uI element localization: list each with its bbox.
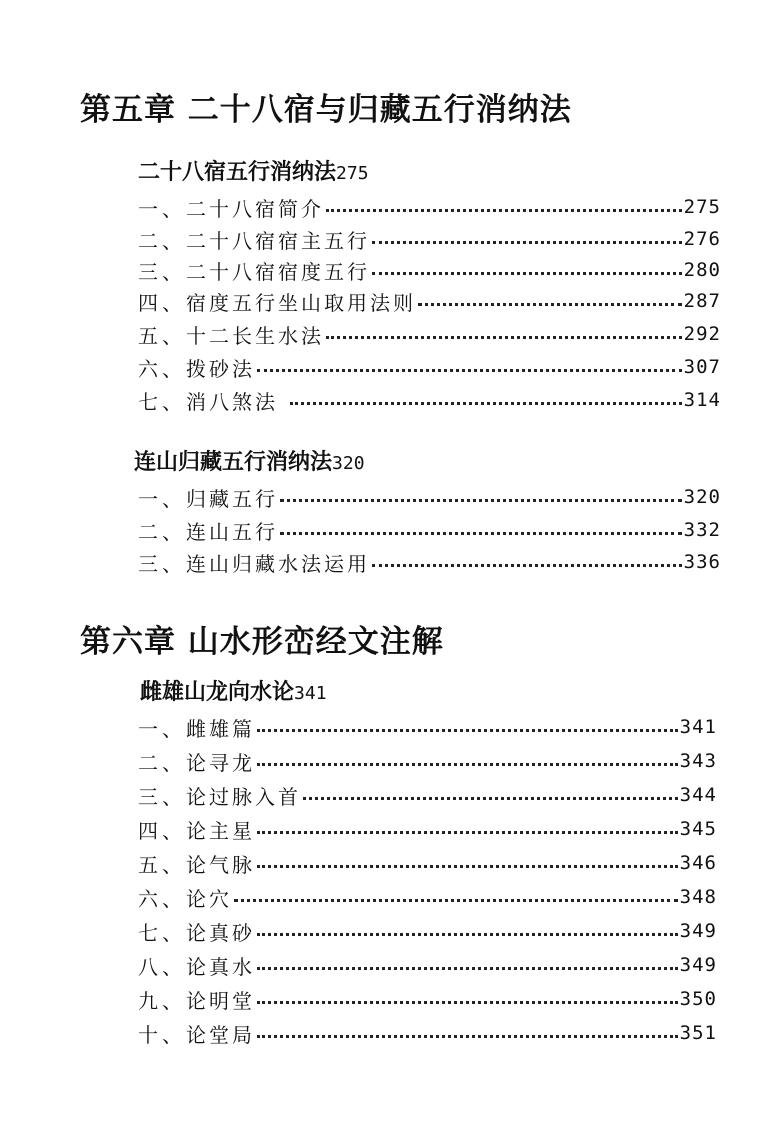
toc-entry	[138, 482, 721, 512]
dot-leader	[257, 1001, 678, 1004]
toc-entry	[138, 916, 717, 946]
toc-entry	[138, 814, 717, 844]
entry-page-number: 276	[683, 228, 721, 250]
entry-page-number: 280	[683, 259, 721, 281]
entry-title: 连山五行	[186, 519, 278, 544]
entry-number: 七、	[138, 920, 186, 945]
dot-leader	[257, 967, 678, 970]
entry-number: 二、	[138, 519, 186, 544]
entry-page-number: 348	[679, 886, 717, 908]
dot-leader	[257, 1035, 678, 1038]
toc-entry	[138, 352, 721, 382]
entry-page-number: 349	[679, 920, 717, 942]
toc-entry	[138, 255, 721, 285]
entry-number: 一、	[138, 196, 186, 221]
toc-entry	[138, 746, 717, 776]
entry-page-number: 314	[683, 389, 721, 411]
toc-entry	[138, 1018, 717, 1048]
entry-page-number: 345	[679, 818, 717, 840]
entry-title: 论真水	[186, 954, 255, 979]
dot-leader	[372, 272, 682, 275]
section-title: 雌雄山龙向水论	[140, 680, 295, 705]
entry-title: 论气脉	[186, 852, 255, 877]
entry-number: 三、	[138, 551, 186, 576]
entry-page-number: 275	[683, 196, 721, 218]
toc-entry	[138, 950, 717, 980]
toc-entry	[138, 224, 721, 254]
section-heading	[134, 448, 365, 479]
toc-entry	[138, 515, 721, 545]
entry-number: 七、	[138, 389, 186, 414]
entry-page-number: 343	[679, 750, 717, 772]
entry-title: 二十八宿宿主五行	[186, 228, 370, 253]
entry-number: 十、	[138, 1022, 186, 1047]
entry-number: 五、	[138, 852, 186, 877]
entry-title: 论主星	[186, 818, 255, 843]
dot-leader	[234, 899, 678, 902]
toc-entry	[138, 882, 717, 912]
entry-page-number: 346	[679, 852, 717, 874]
entry-page-number: 350	[679, 988, 717, 1010]
entry-number: 四、	[138, 290, 186, 315]
entry-number: 六、	[138, 356, 186, 381]
entry-page-number: 287	[683, 290, 721, 312]
dot-leader	[418, 303, 682, 306]
entry-title: 论明堂	[186, 988, 255, 1013]
dot-leader	[372, 564, 682, 567]
entry-title: 雌雄篇	[186, 716, 255, 741]
dot-leader	[290, 402, 682, 405]
entry-page-number: 341	[679, 716, 717, 738]
section-heading	[140, 678, 327, 709]
entry-number: 一、	[138, 486, 186, 511]
entry-page-number: 332	[683, 519, 721, 541]
entry-number: 二、	[138, 750, 186, 775]
entry-page-number: 344	[679, 784, 717, 806]
section-heading	[138, 158, 369, 189]
toc-entry	[138, 780, 717, 810]
toc-entry	[138, 286, 721, 316]
toc-entry	[138, 848, 717, 878]
entry-title: 二十八宿宿度五行	[186, 259, 370, 284]
entry-number: 四、	[138, 818, 186, 843]
dot-leader	[257, 933, 678, 936]
toc-entry	[138, 984, 717, 1014]
entry-title: 连山归藏水法运用	[186, 551, 370, 576]
dot-leader	[257, 831, 678, 834]
entry-number: 三、	[138, 784, 186, 809]
entry-number: 三、	[138, 259, 186, 284]
dot-leader	[257, 369, 682, 372]
entry-title: 论真砂	[186, 920, 255, 945]
entry-title: 十二长生水法	[186, 323, 324, 348]
entry-title: 宿度五行坐山取用法则	[186, 290, 416, 315]
dot-leader	[257, 763, 678, 766]
toc-entry	[138, 547, 721, 577]
entry-page-number: 349	[679, 954, 717, 976]
section-title: 二十八宿五行消纳法	[138, 160, 337, 185]
entry-page-number: 336	[683, 551, 721, 573]
dot-leader	[372, 241, 682, 244]
entry-page-number: 320	[683, 486, 721, 508]
toc-entry	[138, 712, 717, 742]
entry-number: 一、	[138, 716, 186, 741]
entry-number: 二、	[138, 228, 186, 253]
entry-title: 论寻龙	[186, 750, 255, 775]
entry-title: 论穴	[186, 886, 232, 911]
entry-title: 拨砂法	[186, 356, 255, 381]
dot-leader	[326, 209, 682, 212]
entry-title: 消八煞法	[186, 389, 278, 414]
dot-leader	[326, 336, 682, 339]
entry-number: 六、	[138, 886, 186, 911]
entry-number: 五、	[138, 323, 186, 348]
toc-entry	[138, 319, 721, 349]
entry-title: 论过脉入首	[186, 784, 301, 809]
entry-title: 论堂局	[186, 1022, 255, 1047]
dot-leader	[257, 729, 678, 732]
chapter-title: 第五章 二十八宿与归藏五行消纳法	[80, 92, 572, 128]
chapter-title: 第六章 山水形峦经文注解	[80, 624, 444, 660]
entry-number: 九、	[138, 988, 186, 1013]
dot-leader	[280, 499, 682, 502]
entry-page-number: 307	[683, 356, 721, 378]
section-page-number: 341	[294, 683, 327, 704]
entry-title: 归藏五行	[186, 486, 278, 511]
section-page-number: 320	[332, 453, 365, 474]
dot-leader	[303, 797, 678, 800]
toc-entry	[138, 192, 721, 222]
entry-number: 八、	[138, 954, 186, 979]
section-page-number: 275	[336, 163, 369, 184]
toc-entry	[138, 385, 721, 415]
dot-leader	[280, 532, 682, 535]
entry-page-number: 351	[679, 1022, 717, 1044]
dot-leader	[257, 865, 678, 868]
entry-title: 二十八宿简介	[186, 196, 324, 221]
section-title: 连山归藏五行消纳法	[134, 450, 333, 475]
entry-page-number: 292	[683, 323, 721, 345]
